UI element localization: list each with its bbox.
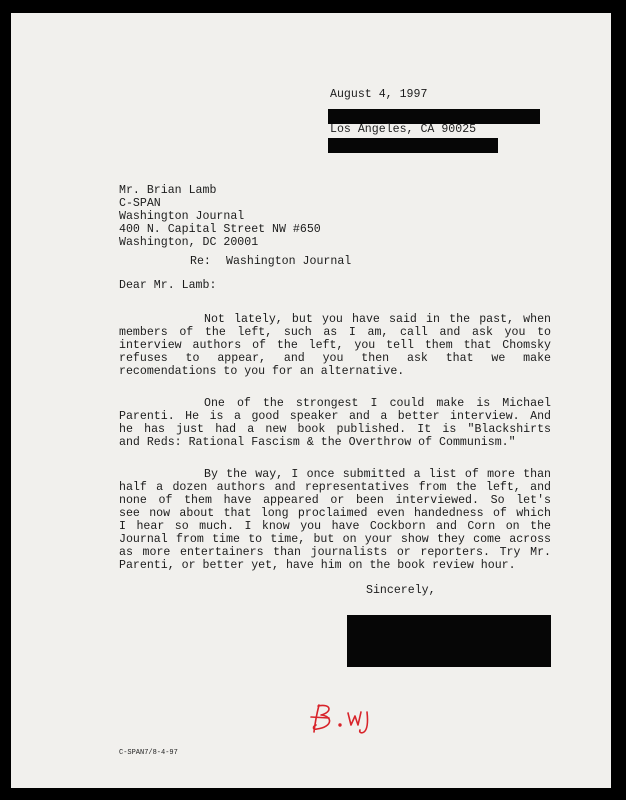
paragraph-line: as more entertainers than journalists or reporters. Try Mr.	[119, 546, 551, 559]
paragraph-line: see now about that long proclaimed even handedness of which	[119, 507, 551, 520]
paragraph-line: Parenti, or better yet, have him on the book review hour.	[119, 559, 516, 572]
body-paragraph-3	[119, 468, 551, 572]
recipient-street: 400 N. Capital Street NW #650	[119, 223, 321, 236]
handwritten-initials-mark	[309, 701, 379, 737]
paragraph-line: interview authors of the left, you tell them that Chomsky	[119, 339, 551, 352]
paragraph-line: none of them have appeared or been interviewed. So let's	[119, 494, 551, 507]
paragraph-line: Not lately, but you have said in the past, when	[204, 313, 551, 326]
recipient-name: Mr. Brian Lamb	[119, 184, 217, 197]
paragraph-line: Journal from time to time, but on your show they come across	[119, 533, 551, 546]
recipient-program: Washington Journal	[119, 210, 245, 223]
paragraph-line: and Reds: Rational Fascism & the Overthrow of Communism."	[119, 436, 516, 449]
archive-stamp: C-SPAN7/8-4-97	[119, 749, 178, 757]
sender-city: Los Angeles, CA 90025	[330, 123, 477, 136]
letter-page	[11, 13, 611, 788]
paragraph-line: refuses to appear, and you then ask that we make	[119, 352, 551, 365]
closing: Sincerely,	[366, 584, 436, 597]
redaction-sender-address	[328, 138, 498, 153]
body-paragraph-2	[119, 397, 551, 449]
redaction-sender-name	[328, 109, 540, 124]
paragraph-line: members of the left, such as I am, call and ask you to	[119, 326, 551, 339]
paragraph-line: One of the strongest I could make is Michael	[204, 397, 551, 410]
body-paragraph-1	[119, 313, 551, 378]
paragraph-line: half a dozen authors and representatives from the left, and	[119, 481, 551, 494]
paragraph-line: By the way, I once submitted a list of more than	[204, 468, 551, 481]
letter-date: August 4, 1997	[330, 88, 428, 101]
paragraph-line: recomendations to you for an alternative.	[119, 365, 405, 378]
recipient-city: Washington, DC 20001	[119, 236, 259, 249]
paragraph-line: Parenti. He is a good speaker and a better interview. And	[119, 410, 551, 423]
re-label: Re:	[190, 255, 211, 268]
re-subject: Washington Journal	[226, 255, 352, 268]
salutation: Dear Mr. Lamb:	[119, 279, 217, 292]
paragraph-line: I hear so much. I know you have Cockborn and Corn on the	[119, 520, 551, 533]
redaction-signature	[347, 615, 551, 667]
recipient-org: C-SPAN	[119, 197, 161, 210]
paragraph-line: he has just had a new book published. It is "Blackshirts	[119, 423, 551, 436]
